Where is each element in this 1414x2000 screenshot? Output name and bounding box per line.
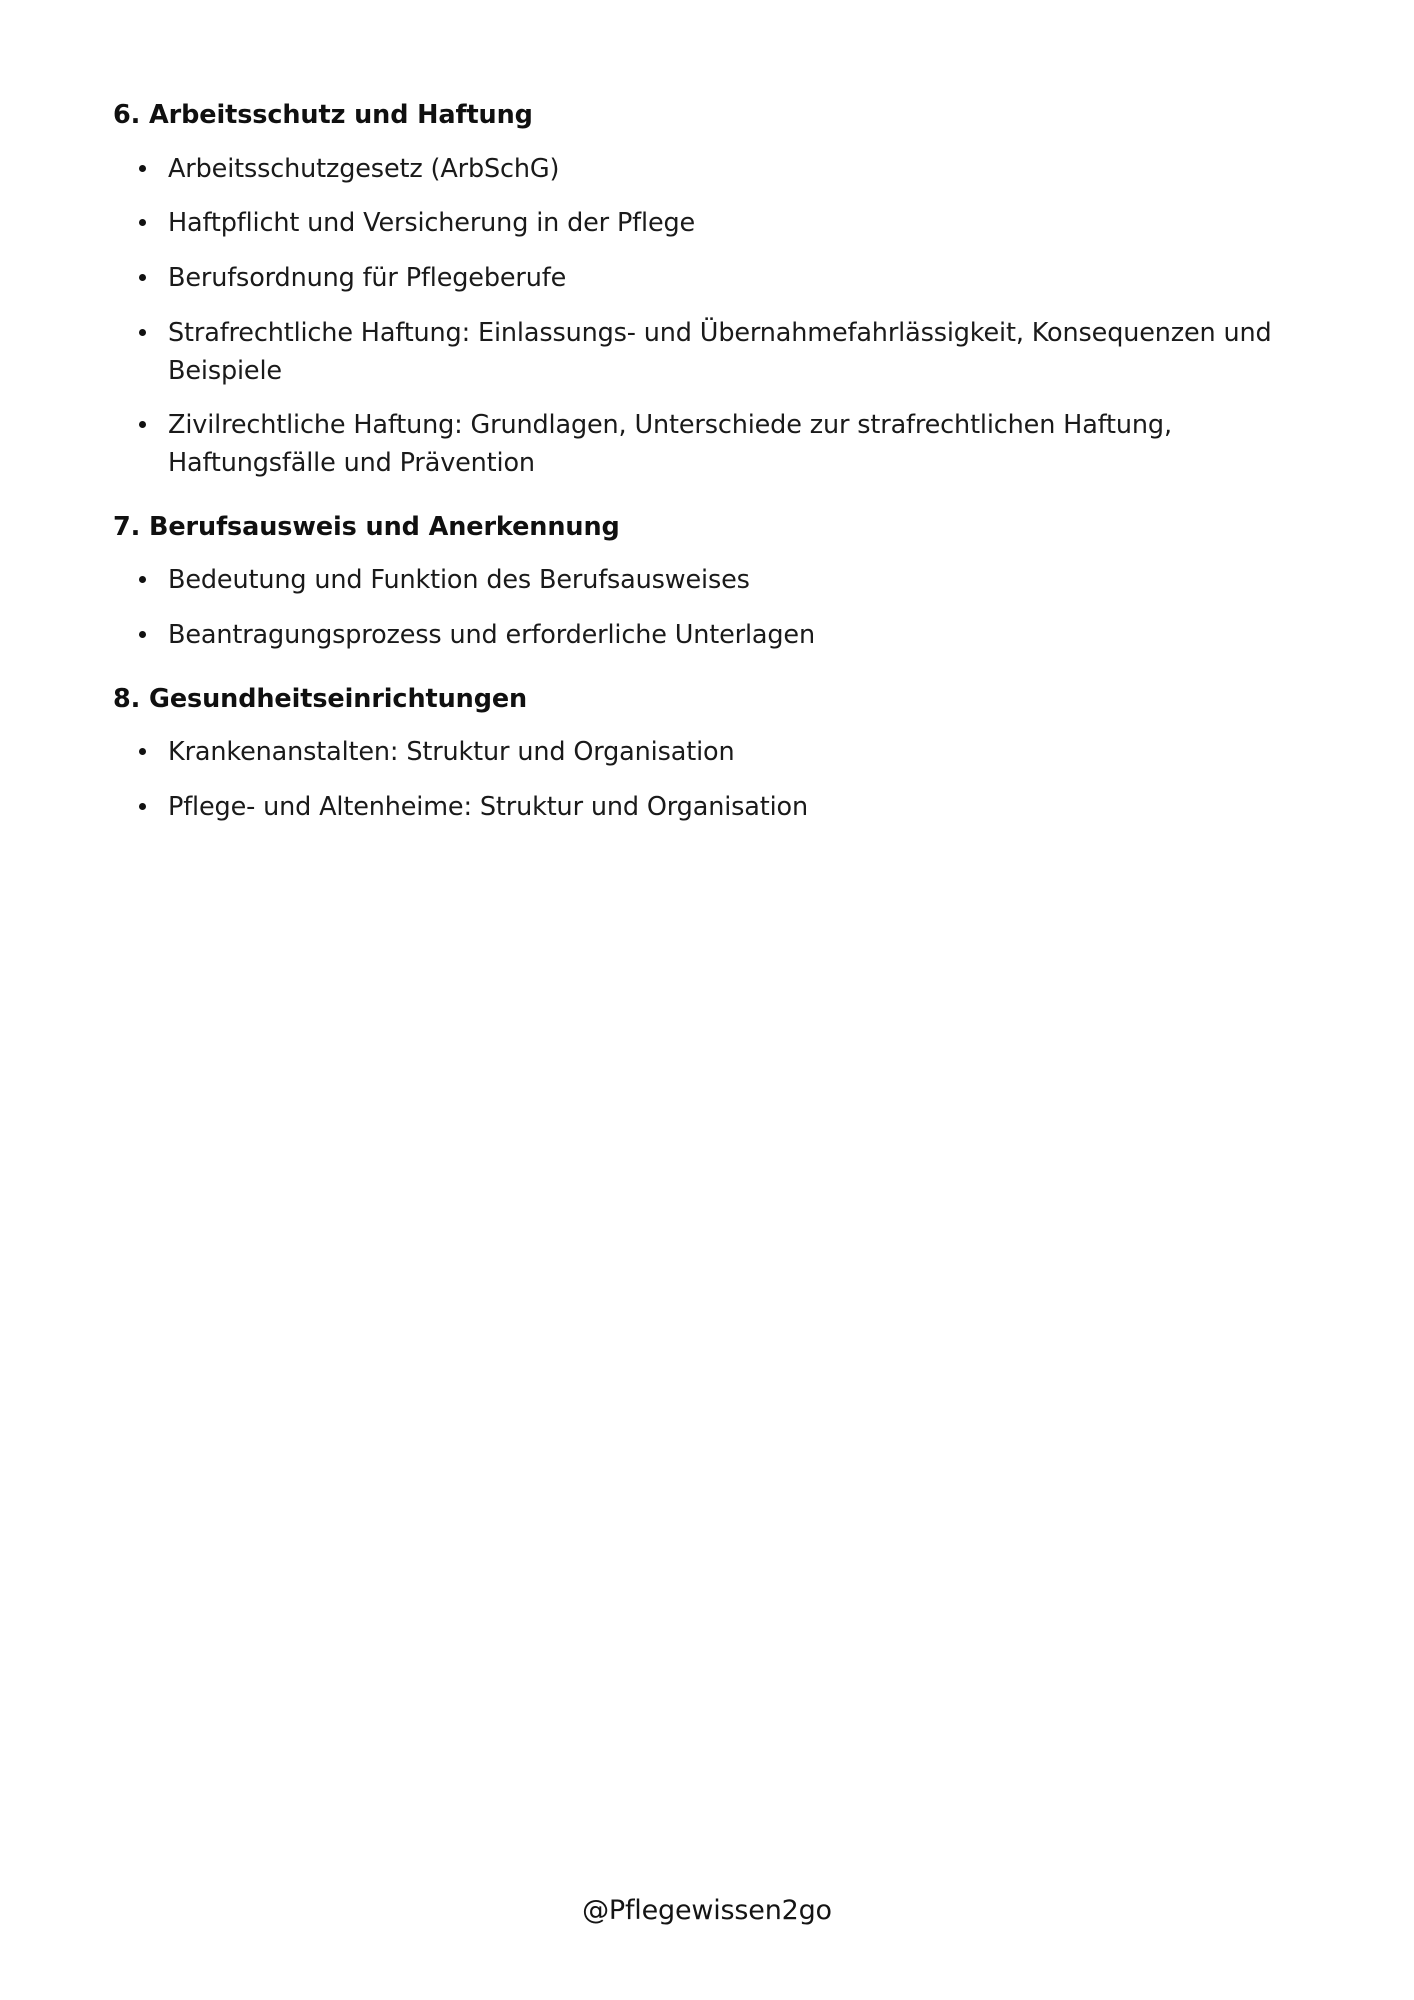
bullet-dot-icon [139,748,146,755]
list-item-text: Zivilrechtliche Haftung: Grundlagen, Unterschiede zur strafrechtlichen Haftung, Haftungsfälle und Prävention [168,410,1172,478]
list-item [113,407,1303,482]
list-item-text: Strafrechtliche Haftung: Einlassungs- und Übernahmefahrlässigkeit, Konsequenzen und Beispiele [168,317,1272,386]
list-item-text: Haftpflicht und Versicherung in der Pflege [168,208,696,239]
bullet-dot-icon [139,803,146,810]
section-heading-7: 7. Berufsausweis und Anerkennung [113,511,620,542]
bullet-dot-icon [139,631,146,638]
bullet-dot-icon [139,219,146,226]
bullet-dot-icon [139,274,146,281]
bullet-dot-icon [139,329,146,336]
list-item [113,260,1303,298]
list-item-text: Bedeutung und Funktion des Berufsausweises [168,565,750,596]
list-item [113,617,1303,655]
bullet-list-6 [113,151,1303,483]
page-footer-handle: @Pflegewissen2go [582,1895,832,1926]
list-item [113,151,1303,189]
section-8 [113,684,1303,827]
list-item-text: Krankenanstalten: Struktur und Organisation [168,737,735,768]
bullet-dot-icon [139,421,146,428]
section-heading-6: 6. Arbeitsschutz und Haftung [113,100,533,130]
list-item [113,315,1303,390]
document-content [113,100,1303,844]
list-item-text: Pflege- und Altenheime: Struktur und Organisation [168,792,808,823]
list-item-text: Berufsordnung für Pflegeberufe [168,263,567,294]
section-spacer [113,672,1303,684]
bullet-list-8 [113,734,1303,826]
bullet-list-7 [113,562,1303,654]
section-spacer [113,500,1303,512]
list-item-text: Beantragungsprozess und erforderliche Unterlagen [168,620,815,651]
list-item-text: Arbeitsschutzgesetz (ArbSchG) [168,153,560,184]
list-item [113,205,1303,243]
bullet-dot-icon [139,576,146,583]
list-item [113,562,1303,600]
list-item [113,734,1303,772]
section-7 [113,512,1303,655]
section-heading-8: 8. Gesundheitseinrichtungen [113,683,528,714]
section-6 [113,100,1303,483]
list-item [113,789,1303,827]
bullet-dot-icon [139,165,146,172]
